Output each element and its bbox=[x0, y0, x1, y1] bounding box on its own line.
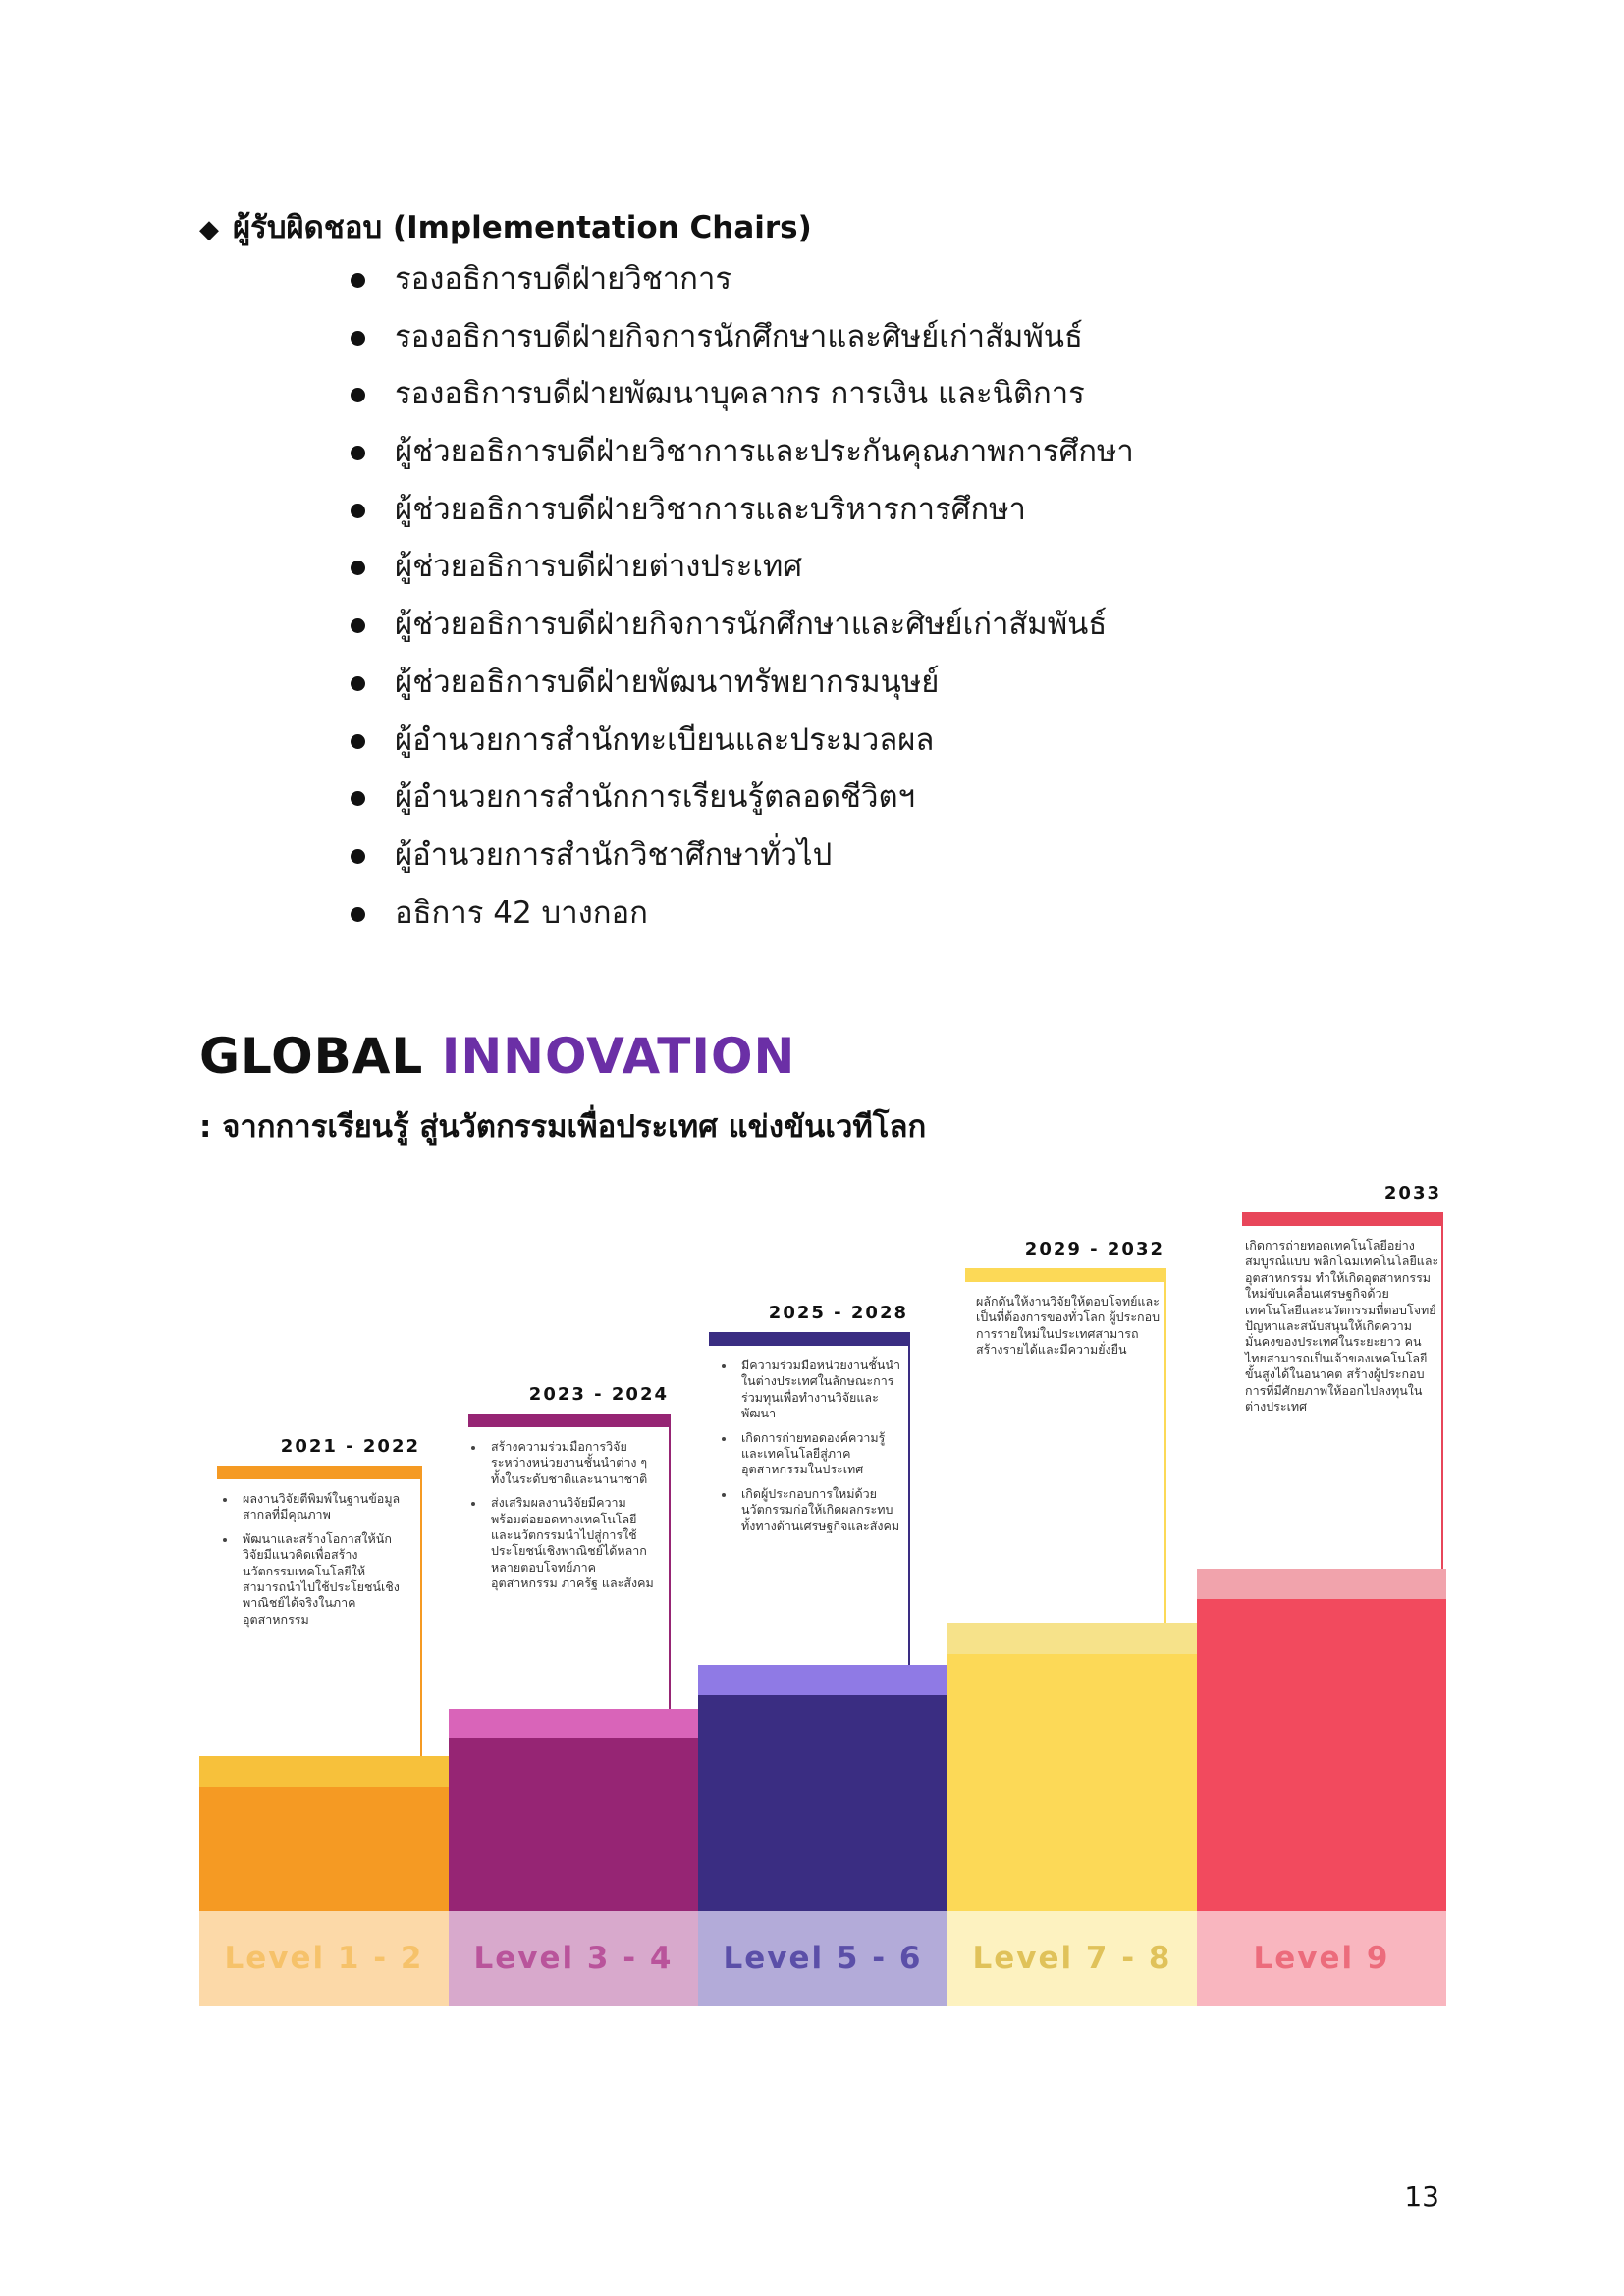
stage-level-label: Level 7 - 8 bbox=[947, 1911, 1197, 2006]
stage-bar bbox=[199, 1787, 449, 1911]
stage-bar-top bbox=[698, 1665, 947, 1695]
stage-connector bbox=[1441, 1212, 1443, 1569]
stage-connector bbox=[420, 1466, 422, 1756]
stage-bullet: มีความร่วมมือหน่วยงานชั้นนำในต่างประเทศในลักษณะการร่วมทุนเพื่อทำงานวิจัยและพัฒนา bbox=[718, 1358, 904, 1422]
stage-flag bbox=[965, 1268, 1166, 1282]
stage-flag bbox=[468, 1414, 671, 1427]
stage-bullet: เกิดการถ่ายทอดเทคโนโลยีอย่างสมบูรณ์แบบ พลิกโฉมเทคโนโลยีและอุตสาหกรรม ทำให้เกิดอุตสาหกรรมใหม่ขับเคลื่อนเศรษฐกิจด้วยเทคโนโลยีและนวัตกรรมที่ตอบโจทย์ปัญหาและสนับสนุนให้เกิดความมั่นคงของประเทศในระยะยาว คนไทยสามารถเป็นเจ้าของเทคโนโลยีขั้นสูงได้ในอนาคต สร้างผู้ประกอบการที่มีศักยภาพให้ออกไปลงทุนในต่างประเทศ bbox=[1245, 1238, 1439, 1415]
chair-item: ผู้ช่วยอธิการบดีฝ่ายวิชาการและบริหารการศึกษา bbox=[344, 488, 1134, 546]
stage-bullet: ส่งเสริมผลงานวิจัยมีความพร้อมต่อยอดทางเทคโนโลยีและนวัตกรรมนำไปสู่การใช้ประโยชน์เชิงพาณิชย์ได้หลากหลายตอบโจทย์ภาคอุตสาหกรรม ภาครัฐ และสังคม bbox=[467, 1495, 656, 1591]
stage-bullet: ผลงานวิจัยตีพิมพ์ในฐานข้อมูลสากลที่มีคุณภาพ bbox=[219, 1491, 406, 1523]
stage-flag bbox=[217, 1466, 422, 1479]
page-number: 13 bbox=[1404, 2180, 1439, 2213]
stage-level-label: Level 9 bbox=[1197, 1911, 1446, 2006]
stage-bullet: เกิดผู้ประกอบการใหม่ด้วยนวัตกรรมก่อให้เกิดผลกระทบทั้งทางด้านเศรษฐกิจและสังคม bbox=[718, 1486, 904, 1534]
page-subtitle: : จากการเรียนรู้ สู่นวัตกรรมเพื่อประเทศ แข่งขันเวทีโลก bbox=[199, 1109, 927, 1145]
implementation-chairs-list bbox=[344, 257, 1134, 948]
chair-item: อธิการ 42 บางกอก bbox=[344, 891, 1134, 949]
chair-item: รองอธิการบดีฝ่ายวิชาการ bbox=[344, 257, 1134, 315]
chair-item: ผู้อำนวยการสำนักทะเบียนและประมวลผล bbox=[344, 719, 1134, 776]
chair-item: รองอธิการบดีฝ่ายกิจการนักศึกษาและศิษย์เก่าสัมพันธ์ bbox=[344, 315, 1134, 373]
stage-description bbox=[718, 1358, 904, 1542]
section-heading bbox=[199, 202, 812, 251]
section-heading-text: ผู้รับผิดชอบ (Implementation Chairs) bbox=[233, 210, 812, 245]
stage-bullet: พัฒนาและสร้างโอกาสให้นักวิจัยมีแนวคิดเพื่อสร้างนวัตกรรมเทคโนโลยีให้สามารถนำไปใช้ประโยชน์เชิงพาณิชย์ได้จริงในภาคอุตสาหกรรม bbox=[219, 1531, 406, 1628]
stage-connector bbox=[908, 1332, 910, 1665]
stage-bar-top bbox=[1197, 1569, 1446, 1599]
stage-connector bbox=[1164, 1268, 1166, 1623]
stage-period: 2029 - 2032 bbox=[1024, 1239, 1164, 1259]
stage-bar-top bbox=[199, 1756, 449, 1787]
stage-bar bbox=[1197, 1599, 1446, 1911]
stage-connector bbox=[669, 1414, 671, 1709]
black-diamond-icon: ◆ bbox=[199, 215, 219, 244]
stage-period: 2033 bbox=[1383, 1183, 1441, 1203]
stage-description bbox=[219, 1491, 406, 1635]
stage-flag bbox=[1242, 1212, 1443, 1226]
chair-item: รองอธิการบดีฝ่ายพัฒนาบุคลากร การเงิน และนิติการ bbox=[344, 372, 1134, 430]
stage-bar bbox=[698, 1695, 947, 1911]
stage-period: 2021 - 2022 bbox=[280, 1436, 420, 1457]
stage-bar bbox=[947, 1654, 1197, 1911]
stage-bullet: เกิดการถ่ายทอดองค์ความรู้และเทคโนโลยีสู่ภาคอุตสาหกรรมในประเทศ bbox=[718, 1430, 904, 1478]
stage-description bbox=[467, 1439, 656, 1600]
chair-item: ผู้ช่วยอธิการบดีฝ่ายพัฒนาทรัพยากรมนุษย์ bbox=[344, 661, 1134, 719]
chair-item: ผู้อำนวยการสำนักการเรียนรู้ตลอดชีวิตฯ bbox=[344, 775, 1134, 833]
chair-item: ผู้อำนวยการสำนักวิชาศึกษาทั่วไป bbox=[344, 833, 1134, 891]
stage-bar bbox=[449, 1738, 698, 1911]
stage-bullet: ผลักดันให้งานวิจัยให้ตอบโจทย์และเป็นที่ต้องการของทั่วโลก ผู้ประกอบการรายใหม่ในประเทศสามารถสร้างรายได้และมีความยั่งยืน bbox=[976, 1294, 1161, 1358]
stage-description bbox=[976, 1294, 1163, 1366]
stage-level-label: Level 1 - 2 bbox=[199, 1911, 449, 2006]
stage-bar-top bbox=[947, 1623, 1197, 1654]
chair-item: ผู้ช่วยอธิการบดีฝ่ายกิจการนักศึกษาและศิษย์เก่าสัมพันธ์ bbox=[344, 603, 1134, 661]
page-title bbox=[199, 1028, 795, 1085]
stage-period: 2023 - 2024 bbox=[528, 1384, 669, 1405]
stage-bullet: สร้างความร่วมมือการวิจัยระหว่างหน่วยงานชั้นนำต่าง ๆ ทั้งในระดับชาติและนานาชาติ bbox=[467, 1439, 656, 1487]
stage-period: 2025 - 2028 bbox=[768, 1303, 908, 1323]
chair-item: ผู้ช่วยอธิการบดีฝ่ายต่างประเทศ bbox=[344, 545, 1134, 603]
title-global: GLOBAL bbox=[199, 1028, 424, 1085]
stage-bar-top bbox=[449, 1709, 698, 1738]
stage-level-label: Level 3 - 4 bbox=[449, 1911, 698, 2006]
title-innovation: INNOVATION bbox=[441, 1028, 796, 1085]
stage-flag bbox=[709, 1332, 910, 1346]
stage-description bbox=[1245, 1238, 1439, 1422]
stage-level-label: Level 5 - 6 bbox=[698, 1911, 947, 2006]
chair-item: ผู้ช่วยอธิการบดีฝ่ายวิชาการและประกันคุณภาพการศึกษา bbox=[344, 430, 1134, 488]
